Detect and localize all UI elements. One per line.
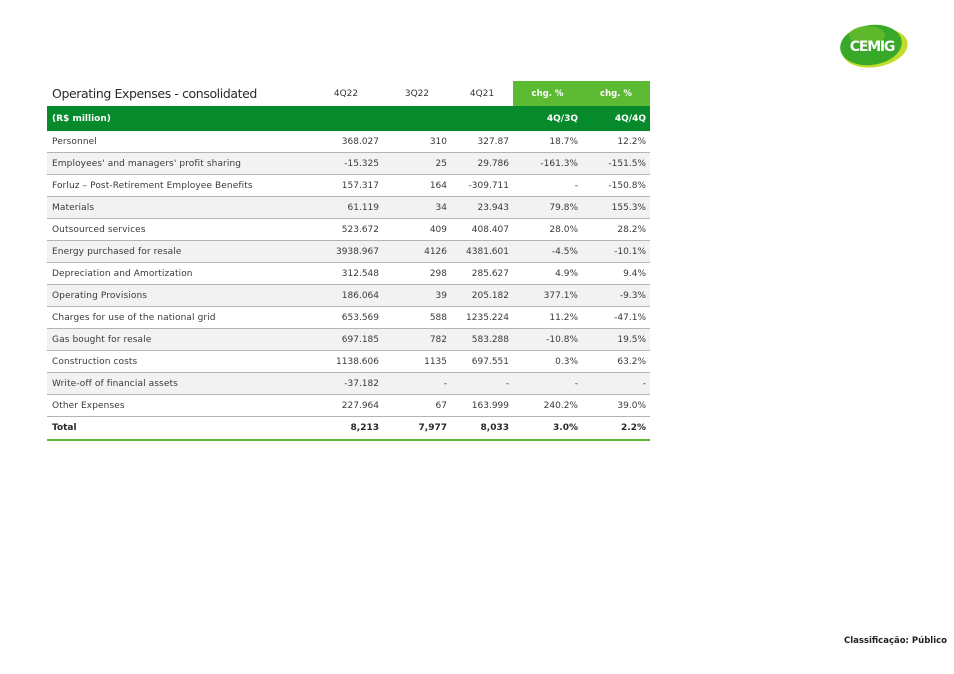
row-value: 163.999 [451,395,513,417]
table-body [47,131,650,417]
row-value: 782 [383,329,451,351]
row-label: Outsourced services [47,219,309,241]
row-label: Gas bought for resale [47,329,309,351]
row-label: Write-off of financial assets [47,373,309,395]
subheader-empty [383,106,451,131]
row-label: Energy purchased for resale [47,241,309,263]
row-label: Depreciation and Amortization [47,263,309,285]
table-subheader-row [47,106,650,131]
table-row [47,131,650,153]
row-value: 28.2% [582,219,650,241]
row-value: 1135 [383,351,451,373]
table-row [47,329,650,351]
row-value: 12.2% [582,131,650,153]
row-value: 205.182 [451,285,513,307]
row-value: 11.2% [513,307,582,329]
row-value: 28.0% [513,219,582,241]
table-row [47,197,650,219]
row-value: 588 [383,307,451,329]
total-value: 2.2% [582,417,650,441]
row-value: 377.1% [513,285,582,307]
row-value: - [451,373,513,395]
row-value: 4126 [383,241,451,263]
subheader-4q-4q: 4Q/4Q [582,106,650,131]
row-value: - [513,175,582,197]
row-value: 298 [383,263,451,285]
row-value: 157.317 [309,175,383,197]
table-row [47,219,650,241]
row-value: - [582,373,650,395]
row-value: 34 [383,197,451,219]
row-value: 4381.601 [451,241,513,263]
row-value: 29.786 [451,153,513,175]
table-row [47,395,650,417]
row-value: 583.288 [451,329,513,351]
row-value: 523.672 [309,219,383,241]
row-label: Forluz – Post-Retirement Employee Benefits [47,175,309,197]
row-value: -151.5% [582,153,650,175]
row-value: -47.1% [582,307,650,329]
row-value: 61.119 [309,197,383,219]
col-header-chg-yoy: chg. % [582,81,650,106]
col-header-chg-qoq: chg. % [513,81,582,106]
total-row [47,417,650,441]
unit-label: (R$ million) [47,106,309,131]
row-value: 39.0% [582,395,650,417]
row-value: 4.9% [513,263,582,285]
subheader-empty [451,106,513,131]
row-label: Charges for use of the national grid [47,307,309,329]
row-value: 408.407 [451,219,513,241]
table-row [47,373,650,395]
table-header-row [47,81,650,106]
row-value: -9.3% [582,285,650,307]
row-value: 19.5% [582,329,650,351]
row-value: 79.8% [513,197,582,219]
cemig-logo [837,21,909,69]
row-label: Other Expenses [47,395,309,417]
row-value: - [513,373,582,395]
row-value: 67 [383,395,451,417]
classification-label: Classificação: Público [843,636,947,646]
row-value: 39 [383,285,451,307]
table-title: Operating Expenses - consolidated [52,86,257,101]
table-row [47,285,650,307]
subheader-empty [309,106,383,131]
row-value: 25 [383,153,451,175]
subheader-4q-3q: 4Q/3Q [513,106,582,131]
row-value: -10.1% [582,241,650,263]
row-value: 697.551 [451,351,513,373]
operating-expenses-table [47,81,650,441]
row-value: 409 [383,219,451,241]
total-value: 3.0% [513,417,582,441]
row-value: 327.87 [451,131,513,153]
row-value: -4.5% [513,241,582,263]
logo-text: CEMIG [849,39,895,55]
row-value: 368.027 [309,131,383,153]
row-value: 1235.224 [451,307,513,329]
row-value: 310 [383,131,451,153]
row-label: Materials [47,197,309,219]
total-value: 8,213 [309,417,383,441]
table-row [47,175,650,197]
row-label: Employees' and managers' profit sharing [47,153,309,175]
row-label: Operating Provisions [47,285,309,307]
table-row [47,351,650,373]
row-value: -10.8% [513,329,582,351]
row-value: 164 [383,175,451,197]
row-value: 285.627 [451,263,513,285]
row-value: 9.4% [582,263,650,285]
row-value: 312.548 [309,263,383,285]
row-value: - [383,373,451,395]
row-value: 240.2% [513,395,582,417]
total-value: 8,033 [451,417,513,441]
total-label: Total [47,417,309,441]
row-value: 1138.606 [309,351,383,373]
row-label: Construction costs [47,351,309,373]
col-header-4q22: 4Q22 [333,88,359,99]
row-value: 23.943 [451,197,513,219]
row-value: 697.185 [309,329,383,351]
table-row [47,307,650,329]
table-row [47,263,650,285]
row-value: -309.711 [451,175,513,197]
row-value: -15.325 [309,153,383,175]
row-value: 227.964 [309,395,383,417]
row-value: 653.569 [309,307,383,329]
row-value: 63.2% [582,351,650,373]
row-value: -150.8% [582,175,650,197]
table-row [47,153,650,175]
total-value: 7,977 [383,417,451,441]
row-label: Personnel [47,131,309,153]
col-header-3q22: 3Q22 [404,88,430,99]
table-row [47,241,650,263]
row-value: -37.182 [309,373,383,395]
row-value: 186.064 [309,285,383,307]
col-header-4q21: 4Q21 [469,88,495,99]
row-value: 18.7% [513,131,582,153]
row-value: 0.3% [513,351,582,373]
row-value: -161.3% [513,153,582,175]
row-value: 3938.967 [309,241,383,263]
cemig-logo-icon [837,21,909,69]
row-value: 155.3% [582,197,650,219]
